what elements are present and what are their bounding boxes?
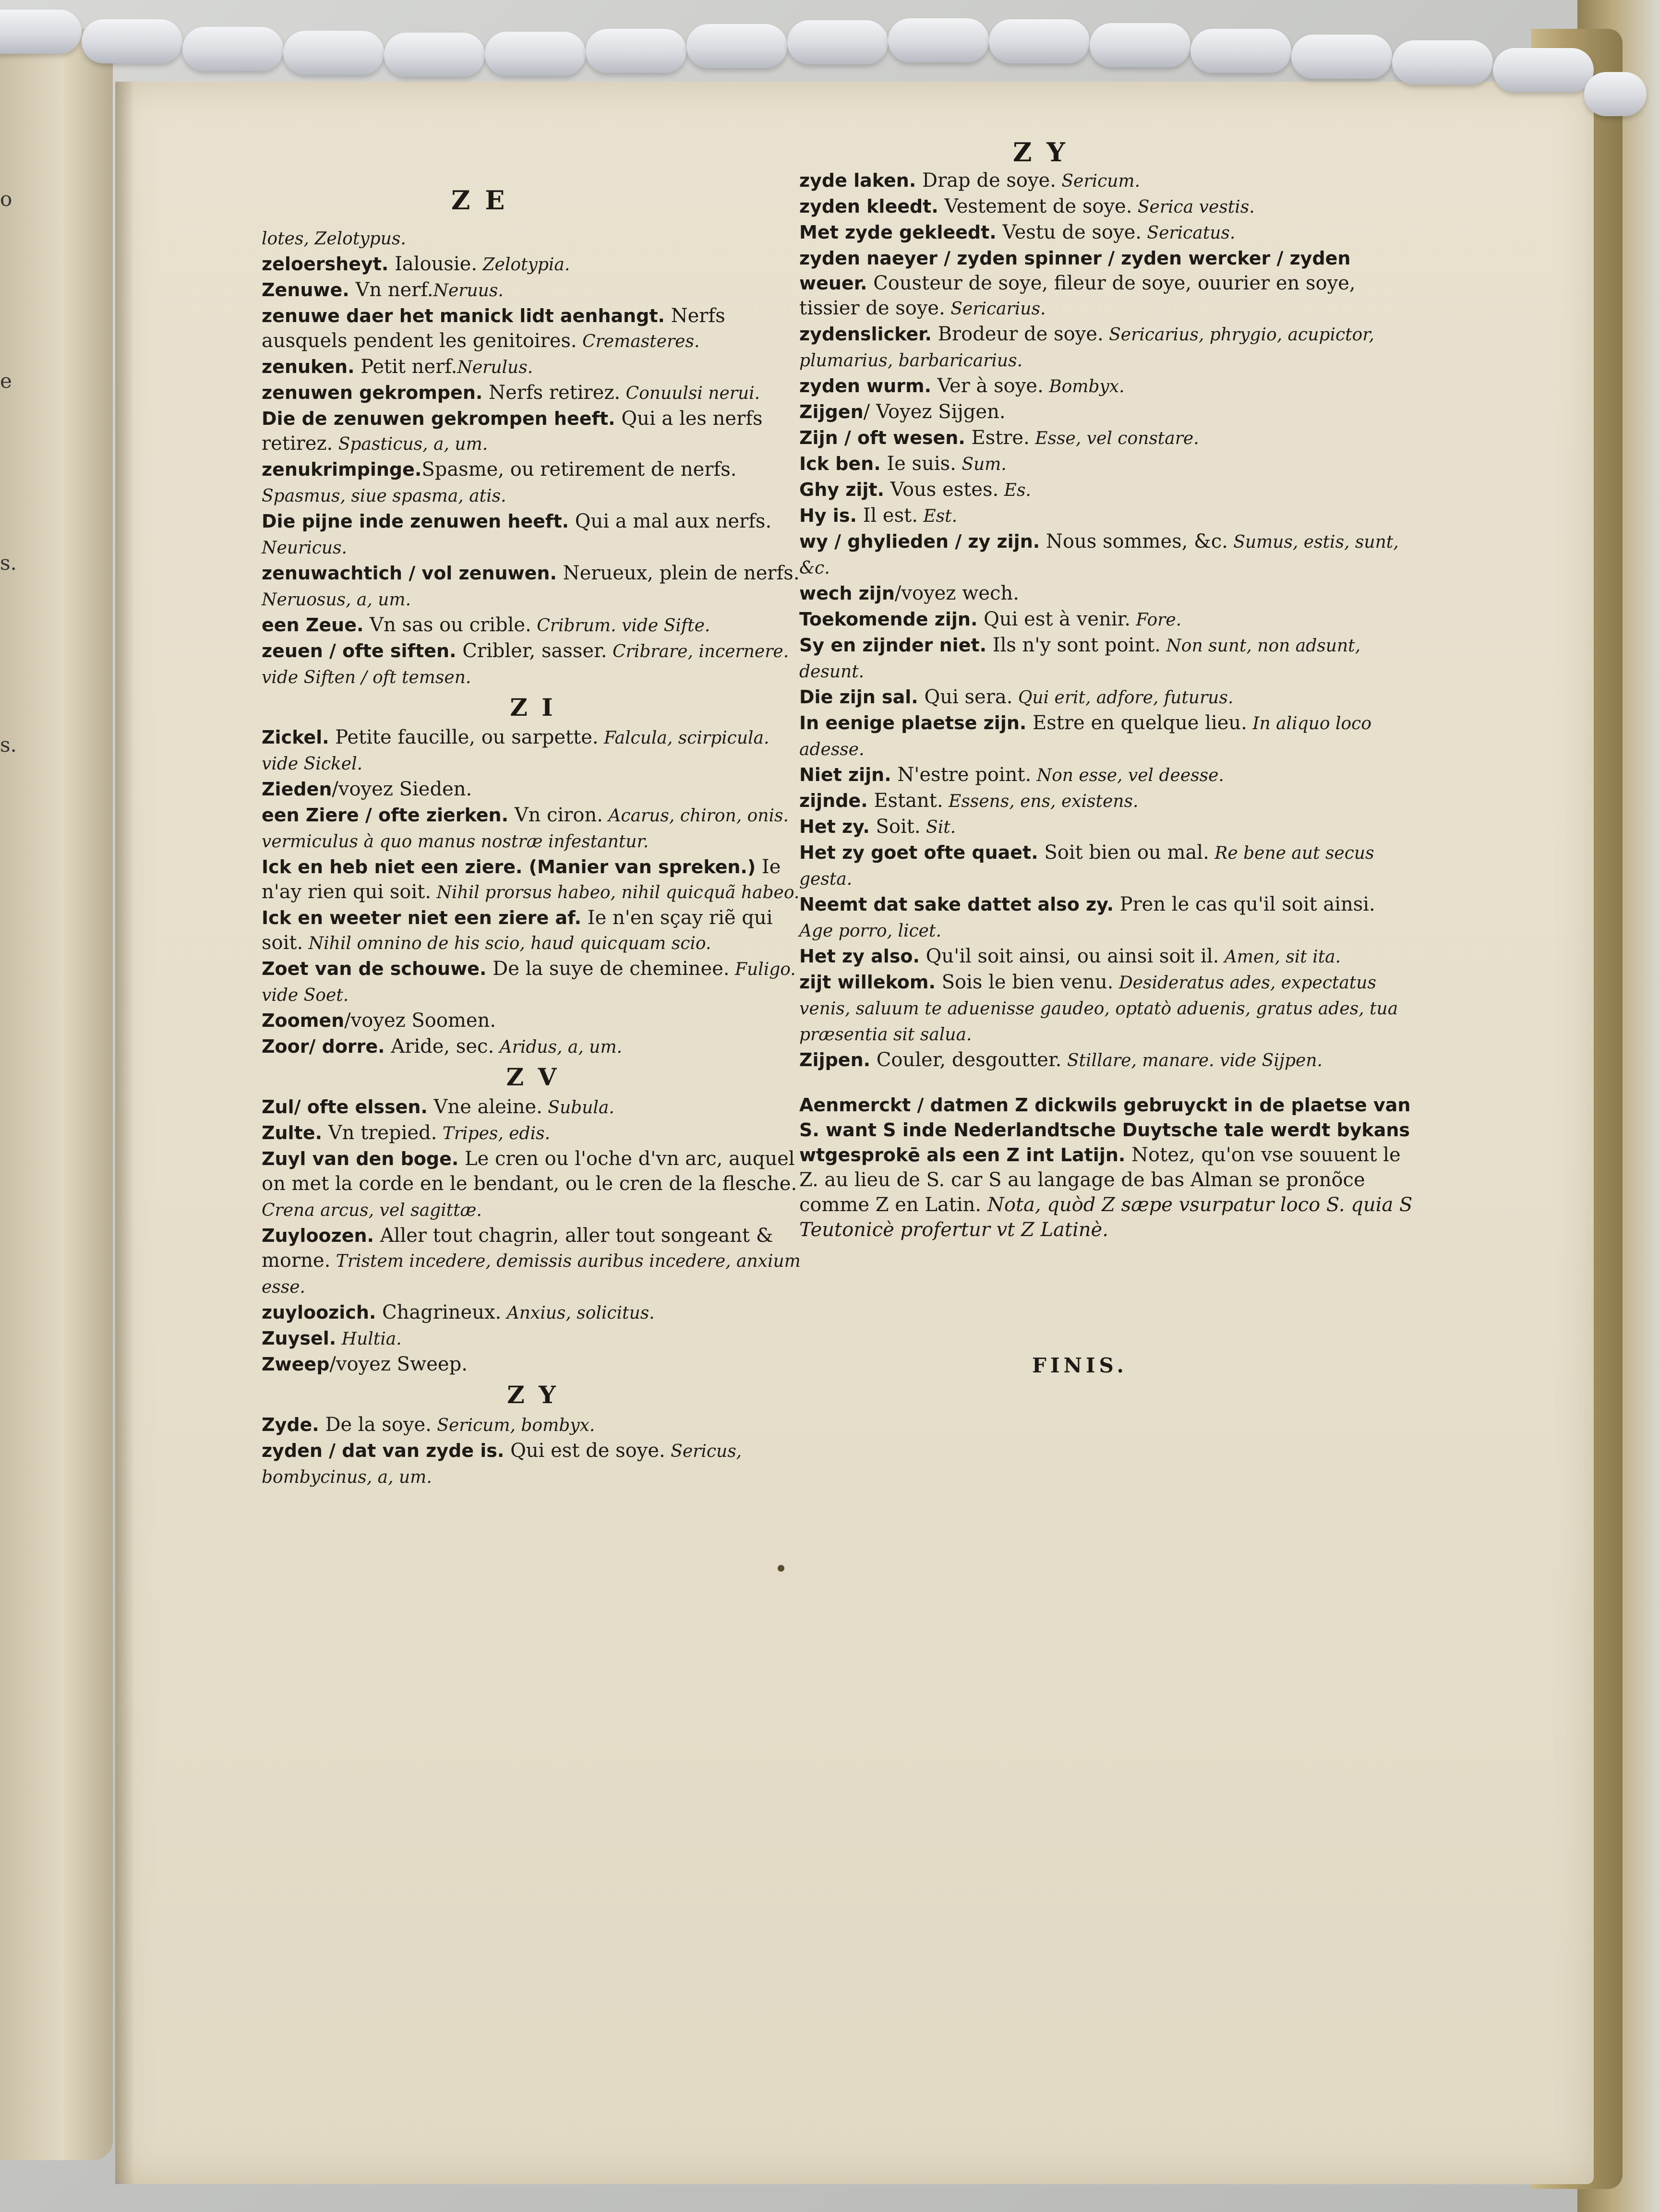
dictionary-entry bbox=[799, 814, 1414, 840]
entries-zu bbox=[262, 1094, 804, 1378]
entry-headword: zeuen / ofte siften. bbox=[262, 640, 457, 661]
entry-french: Qui est à venir. bbox=[977, 608, 1130, 630]
entry-french: Vestement de soye. bbox=[938, 195, 1132, 217]
dictionary-entry bbox=[799, 425, 1414, 451]
entry-french: Cribler, sasser. bbox=[456, 640, 607, 662]
entry-headword: Hy is. bbox=[799, 505, 857, 526]
page-gutter bbox=[115, 82, 134, 2184]
entry-headword: Zenuwe. bbox=[262, 279, 349, 301]
entry-french: Ver à soye. bbox=[931, 375, 1044, 397]
dictionary-entry bbox=[799, 788, 1414, 814]
entry-headword: Toekomende zijn. bbox=[799, 609, 978, 630]
dictionary-entry bbox=[262, 252, 804, 277]
entry-french: Brodeur de soye. bbox=[931, 323, 1104, 345]
entry-latin: Desideratus ades, expectatus venis, saluum te aduenisse gaudeo, optatò aduenis, gratus ades, tua præsentia sit salua. bbox=[799, 973, 1398, 1045]
entry-headword: Ick en heb niet een ziere. (Manier van spreken.) bbox=[262, 856, 756, 878]
entry-headword: zyde laken. bbox=[799, 170, 916, 191]
section-heading-zi: Z I bbox=[510, 693, 556, 721]
dictionary-entry bbox=[262, 561, 804, 613]
entry-latin: Sericatus. bbox=[1141, 223, 1236, 243]
dictionary-entry bbox=[799, 710, 1414, 762]
entry-headword: Zickel. bbox=[262, 727, 329, 748]
entry-headword: Zijgen bbox=[799, 401, 864, 422]
entry-headword: Niet zijn. bbox=[799, 764, 891, 785]
dictionary-entry bbox=[262, 406, 804, 457]
entries-zo bbox=[262, 956, 804, 1060]
book-snake-weight bbox=[0, 10, 1659, 77]
entry-headword: Zoomen bbox=[262, 1010, 345, 1031]
running-head-right: Z Y bbox=[1013, 137, 1068, 168]
note-french: Notez, qu'on vse souuent le Z. au lieu de S. car S au langage de bas Alman se pronõce comme Z en Latin. bbox=[799, 1144, 1401, 1216]
dictionary-entry bbox=[799, 840, 1414, 892]
entry-latin: Re bene aut secus gesta. bbox=[799, 843, 1374, 889]
dictionary-entry bbox=[262, 1034, 804, 1060]
entry-headword: zijt willekom. bbox=[799, 972, 936, 993]
dictionary-entry bbox=[799, 685, 1414, 710]
entry-headword: zenuwen gekrompen. bbox=[262, 382, 483, 403]
dictionary-entry bbox=[262, 638, 804, 690]
entry-french: Vn ciron. bbox=[508, 804, 603, 826]
entry-french: Petit nerf. bbox=[354, 356, 457, 378]
entry-french: Nous sommes, &c. bbox=[1040, 530, 1228, 553]
dictionary-entry bbox=[799, 168, 1414, 194]
entry-french: Pren le cas qu'il soit ainsi. bbox=[1113, 893, 1375, 915]
entry-french: Vous estes. bbox=[884, 479, 999, 501]
entry-latin: Sit. bbox=[920, 817, 956, 837]
entry-headword: zyden wurm. bbox=[799, 375, 932, 397]
entry-latin: Sericarius. bbox=[945, 299, 1046, 319]
entry-latin: Non esse, vel deesse. bbox=[1031, 766, 1224, 785]
entry-latin: Es. bbox=[998, 481, 1031, 500]
running-head-left: Z E bbox=[451, 185, 508, 216]
entry-latin: Spasmus, siue spasma, atis. bbox=[262, 486, 506, 506]
entry-latin: Zelotypia. bbox=[477, 255, 570, 275]
dictionary-entry bbox=[262, 1146, 804, 1223]
dictionary-entry bbox=[799, 944, 1414, 970]
dictionary-entry bbox=[262, 1008, 804, 1034]
finis-mark: FINIS. bbox=[1032, 1354, 1128, 1377]
entry-latin: In aliquo loco adesse. bbox=[799, 714, 1371, 759]
section-heading-zu: Z V bbox=[506, 1063, 560, 1091]
entry-headword: zenuwe daer het manick lidt aenhangt. bbox=[262, 305, 665, 326]
dictionary-entry bbox=[262, 956, 804, 1008]
entry-french: / Voyez Sijgen. bbox=[863, 401, 1006, 423]
dictionary-entry bbox=[262, 380, 804, 406]
dictionary-entry bbox=[262, 1120, 804, 1146]
dictionary-entry bbox=[262, 277, 804, 303]
entry-french: Estant. bbox=[867, 790, 943, 812]
entry-headword: Zoor/ dorre. bbox=[262, 1036, 385, 1057]
entry-headword: Die zijn sal. bbox=[799, 686, 918, 708]
entry-latin: Hultia. bbox=[336, 1329, 402, 1349]
entry-headword: zyden kleedt. bbox=[799, 196, 938, 217]
entry-french: /voyez Sieden. bbox=[332, 778, 472, 800]
entry-latin: Serica vestis. bbox=[1132, 197, 1255, 217]
entry-french: Ils n'y sont point. bbox=[986, 634, 1161, 656]
entry-headword: zuyloozich. bbox=[262, 1302, 376, 1323]
dictionary-entry bbox=[799, 399, 1414, 425]
entry-latin: Stillare, manare. vide Sijpen. bbox=[1061, 1051, 1322, 1070]
entry-headword: Zieden bbox=[262, 779, 332, 800]
entry-headword: Die de zenuwen gekrompen heeft. bbox=[262, 408, 615, 429]
dictionary-entry bbox=[799, 322, 1414, 373]
entry-french: Vn trepied. bbox=[322, 1122, 437, 1144]
entry-latin: Est. bbox=[917, 506, 958, 526]
entry-headword: In eenige plaetse zijn. bbox=[799, 712, 1027, 733]
dictionary-entry bbox=[799, 220, 1414, 246]
dictionary-entry bbox=[799, 762, 1414, 788]
entry-headword: Zulte. bbox=[262, 1122, 323, 1143]
entry-latin: Cremasteres. bbox=[577, 332, 700, 351]
entry-french: Qui est de soye. bbox=[504, 1440, 665, 1462]
entry-headword: zijnde. bbox=[799, 790, 868, 811]
entry-french: Il est. bbox=[856, 505, 918, 527]
entry-latin: Tristem incedere, demissis auribus incedere, anxium esse. bbox=[262, 1251, 801, 1297]
dictionary-entry bbox=[799, 451, 1414, 477]
entry-latin: Nihil omnino de his scio, haud quicquam scio. bbox=[303, 934, 711, 953]
dictionary-entry bbox=[799, 529, 1414, 581]
entry-headword: Het zy also. bbox=[799, 946, 920, 967]
entry-latin: Essens, ens, existens. bbox=[943, 792, 1139, 811]
left-column bbox=[262, 226, 804, 1490]
dictionary-entry bbox=[262, 1223, 804, 1300]
entry-latin: Tripes, edis. bbox=[437, 1124, 551, 1143]
dictionary-entry bbox=[262, 905, 804, 956]
entry-headword: zydenslicker. bbox=[799, 324, 932, 345]
entry-french: Nerueux, plein de nerfs. bbox=[556, 562, 800, 584]
entry-headword: Ghy zijt. bbox=[799, 479, 885, 500]
entry-latin: Age porro, licet. bbox=[799, 921, 941, 941]
dictionary-entry bbox=[262, 1300, 804, 1326]
entry-latin: Sericarius, phrygio, acupictor, plumarius, barbaricarius. bbox=[799, 325, 1374, 371]
entry-french: Soit bien ou mal. bbox=[1038, 842, 1209, 864]
entry-french: Sois le bien venu. bbox=[935, 971, 1114, 993]
entry-french: N'estre point. bbox=[891, 764, 1032, 786]
entry-french: Vn nerf. bbox=[349, 279, 433, 301]
dictionary-entry bbox=[262, 613, 804, 638]
entry-latin: lotes, Zelotypus. bbox=[262, 229, 406, 249]
entry-french: Vestu de soye. bbox=[996, 221, 1142, 243]
entry-french: Ie n'ay rien qui soit. bbox=[262, 856, 781, 903]
entry-french: Vn sas ou crible. bbox=[363, 614, 531, 636]
entry-french: Qui a les nerfs retirez. bbox=[262, 408, 763, 455]
entry-latin: Sum. bbox=[956, 455, 1007, 474]
dictionary-entry bbox=[262, 1438, 804, 1490]
entry-headword: zenukrimpinge. bbox=[262, 459, 422, 480]
dictionary-entry bbox=[799, 607, 1414, 633]
entry-latin: Spasticus, a, um. bbox=[333, 434, 488, 454]
entry-headword: Zyde. bbox=[262, 1414, 319, 1435]
dictionary-entry bbox=[799, 892, 1414, 944]
entry-headword: zyden naeyer / zyden spinner / zyden wercker / zyden weuer. bbox=[799, 248, 1351, 294]
entry-headword: wech zijn bbox=[799, 583, 895, 604]
dictionary-entry bbox=[262, 303, 804, 354]
entry-headword: Neemt dat sake dattet also zy. bbox=[799, 894, 1114, 915]
entry-french: Ie suis. bbox=[880, 453, 956, 475]
entry-latin: Neruosus, a, um. bbox=[262, 590, 411, 610]
dictionary-entry bbox=[799, 246, 1414, 322]
entry-latin: Subula. bbox=[542, 1098, 614, 1118]
entry-headword: Ick en weeter niet een ziere af. bbox=[262, 907, 582, 928]
dictionary-entry bbox=[262, 777, 804, 803]
entry-latin: Sumus, estis, sunt, &c. bbox=[799, 532, 1399, 578]
entry-latin: Aridus, a, um. bbox=[494, 1037, 623, 1057]
entry-french: De la soye. bbox=[319, 1414, 432, 1436]
note-dutch: Aenmerckt / datmen Z dickwils gebruyckt in de plaetse van S. want S inde Nederlandtsche Duytsche tale werdt bykans wtgesprokē als een Z int Latijn. bbox=[799, 1094, 1411, 1166]
entry-latin: Non sunt, non adsunt, desunt. bbox=[799, 636, 1361, 682]
dictionary-entry bbox=[262, 509, 804, 561]
entry-french: Aride, sec. bbox=[385, 1035, 494, 1058]
entry-latin: Nerulus. bbox=[457, 358, 533, 377]
entry-french: De la suye de cheminee. bbox=[486, 958, 730, 980]
dictionary-entry bbox=[262, 1352, 804, 1378]
entry-headword: Zoet van de schouwe. bbox=[262, 958, 487, 979]
orthography-note bbox=[799, 1093, 1414, 1242]
entry-headword: Sy en zijnder niet. bbox=[799, 635, 987, 656]
entry-french: Nerfs retirez. bbox=[482, 382, 621, 404]
entry-french: Ie n'en sçay riẽ qui soit. bbox=[262, 907, 773, 954]
entry-latin: Cribrum. vide Sifte. bbox=[531, 616, 710, 636]
entries-zy bbox=[262, 1412, 804, 1490]
entry-latin: Nihil prorsus habeo, nihil quicquã habeo. bbox=[431, 883, 800, 902]
entry-headword: zyden / dat van zyde is. bbox=[262, 1440, 505, 1461]
entry-latin: Crena arcus, vel sagittæ. bbox=[262, 1201, 482, 1220]
entry-headword: Zuyloozen. bbox=[262, 1225, 374, 1246]
entry-latin: Sericum. bbox=[1056, 171, 1141, 191]
margin-mark: e bbox=[0, 369, 12, 393]
entry-latin: Sericus, bombycinus, a, um. bbox=[262, 1442, 742, 1487]
entry-latin: Bombyx. bbox=[1043, 377, 1125, 397]
entry-french: Soit. bbox=[869, 816, 921, 838]
margin-mark: s. bbox=[0, 733, 17, 757]
dictionary-entry bbox=[799, 194, 1414, 220]
entry-headword: een Zeue. bbox=[262, 614, 364, 636]
entry-french: Drap de soye. bbox=[916, 169, 1056, 192]
dictionary-entry bbox=[262, 803, 804, 854]
entry-french: /voyez Soomen. bbox=[344, 1010, 496, 1032]
entry-headword: zeloersheyt. bbox=[262, 253, 389, 275]
dictionary-entry bbox=[262, 457, 804, 509]
dictionary-entry bbox=[799, 373, 1414, 399]
entry-french: Nerfs ausquels pendent les genitoires. bbox=[262, 305, 725, 352]
entry-french: Aller tout chagrin, aller tout songeant & morne. bbox=[262, 1225, 773, 1272]
entry-french: Couler, desgoutter. bbox=[870, 1049, 1062, 1071]
dictionary-entry bbox=[799, 503, 1414, 529]
facing-page-edge bbox=[0, 29, 113, 2160]
entry-headword: wy / ghylieden / zy zijn. bbox=[799, 531, 1040, 552]
entries-ze bbox=[262, 226, 804, 690]
entry-latin: Fore. bbox=[1130, 610, 1182, 630]
entry-latin: Fuligo. vide Soet. bbox=[262, 960, 796, 1005]
margin-mark: o bbox=[0, 187, 12, 211]
entries-zi bbox=[262, 725, 804, 956]
dictionary-entry bbox=[799, 581, 1414, 607]
entry-latin: Qui erit, adfore, futurus. bbox=[1012, 688, 1234, 708]
entry-french: Estre en quelque lieu. bbox=[1026, 712, 1247, 734]
entry-headword: Het zy. bbox=[799, 816, 870, 837]
entry-headword: Zweep bbox=[262, 1354, 330, 1375]
entry-headword: Zul/ ofte elssen. bbox=[262, 1096, 428, 1118]
entry-french: Qu'il soit ainsi, ou ainsi soit il. bbox=[919, 945, 1219, 967]
entry-latin: Esse, vel constare. bbox=[1029, 429, 1199, 448]
entry-latin: Acarus, chiron, onis. vermiculus à quo manus nostræ infestantur. bbox=[262, 806, 789, 852]
dictionary-entry bbox=[799, 970, 1414, 1047]
entry-headword: zenuken. bbox=[262, 356, 355, 377]
dictionary-entry bbox=[262, 354, 804, 380]
entry-headword: Zijpen. bbox=[799, 1049, 871, 1070]
entry-french: Estre. bbox=[965, 427, 1030, 449]
dictionary-entry bbox=[262, 725, 804, 777]
dictionary-entry bbox=[799, 477, 1414, 503]
dictionary-entry bbox=[262, 1326, 804, 1352]
dictionary-entry bbox=[262, 1412, 804, 1438]
entry-french: Vne aleine. bbox=[427, 1096, 542, 1118]
dictionary-entry bbox=[799, 633, 1414, 685]
entry-latin: Anxius, solicitus. bbox=[501, 1303, 655, 1323]
entry-headword: Ick ben. bbox=[799, 453, 881, 474]
entry-latin: Sericum, bombyx. bbox=[431, 1416, 595, 1435]
entry-french: Petite faucille, ou sarpette. bbox=[329, 726, 599, 748]
dictionary-entry bbox=[262, 1094, 804, 1120]
entry-french: Chagrineux. bbox=[376, 1301, 502, 1323]
note-latin: Nota, quòd Z sæpe vsurpatur loco S. quia S Teutonicè profertur vt Z Latinè. bbox=[799, 1194, 1413, 1241]
entry-latin: Neuricus. bbox=[262, 538, 347, 558]
entry-latin: Cribrare, incernere. vide Siften / oft temsen. bbox=[262, 642, 789, 687]
dictionary-entry bbox=[262, 854, 804, 905]
margin-mark: s. bbox=[0, 551, 17, 575]
entry-headword: zenuwachtich / vol zenuwen. bbox=[262, 563, 557, 584]
entry-french: /voyez Sweep. bbox=[329, 1353, 468, 1375]
entry-headword: een Ziere / ofte zierken. bbox=[262, 805, 509, 826]
entry-french: Qui a mal aux nerfs. bbox=[569, 510, 772, 532]
entry-french: Le cren ou l'oche d'vn arc, auquel on met la corde en le bendant, ou le cren de la flesche. bbox=[262, 1148, 797, 1195]
dictionary-entry bbox=[262, 226, 804, 252]
paper-spot bbox=[778, 1565, 784, 1572]
entry-latin: Falcula, scirpicula. vide Sickel. bbox=[262, 728, 769, 774]
entry-latin: Neruus. bbox=[433, 281, 504, 301]
entry-french: Ialousie. bbox=[388, 253, 478, 275]
section-heading-zy: Z Y bbox=[507, 1381, 559, 1409]
entry-headword: Zuysel. bbox=[262, 1328, 337, 1349]
entry-headword: Zuyl van den boge. bbox=[262, 1148, 459, 1169]
entries-zy-continued bbox=[799, 168, 1414, 1073]
right-column bbox=[799, 168, 1414, 1242]
entry-french: Spasme, ou retirement de nerfs. bbox=[421, 458, 737, 481]
entry-latin: Conuulsi nerui. bbox=[620, 384, 760, 403]
entry-headword: Het zy goet ofte quaet. bbox=[799, 842, 1038, 863]
dictionary-entry bbox=[799, 1047, 1414, 1073]
entry-french: Qui sera. bbox=[918, 686, 1013, 708]
entry-headword: Die pijne inde zenuwen heeft. bbox=[262, 511, 569, 532]
entry-headword: Zijn / oft wesen. bbox=[799, 427, 965, 448]
entry-french: /voyez wech. bbox=[894, 582, 1019, 604]
facing-page-marks bbox=[0, 187, 19, 915]
entry-french: Cousteur de soye, fileur de soye, ouurier en soye, tissier de soye. bbox=[799, 272, 1356, 319]
entry-headword: Met zyde gekleedt. bbox=[799, 222, 997, 243]
entry-latin: Amen, sit ita. bbox=[1219, 947, 1341, 967]
